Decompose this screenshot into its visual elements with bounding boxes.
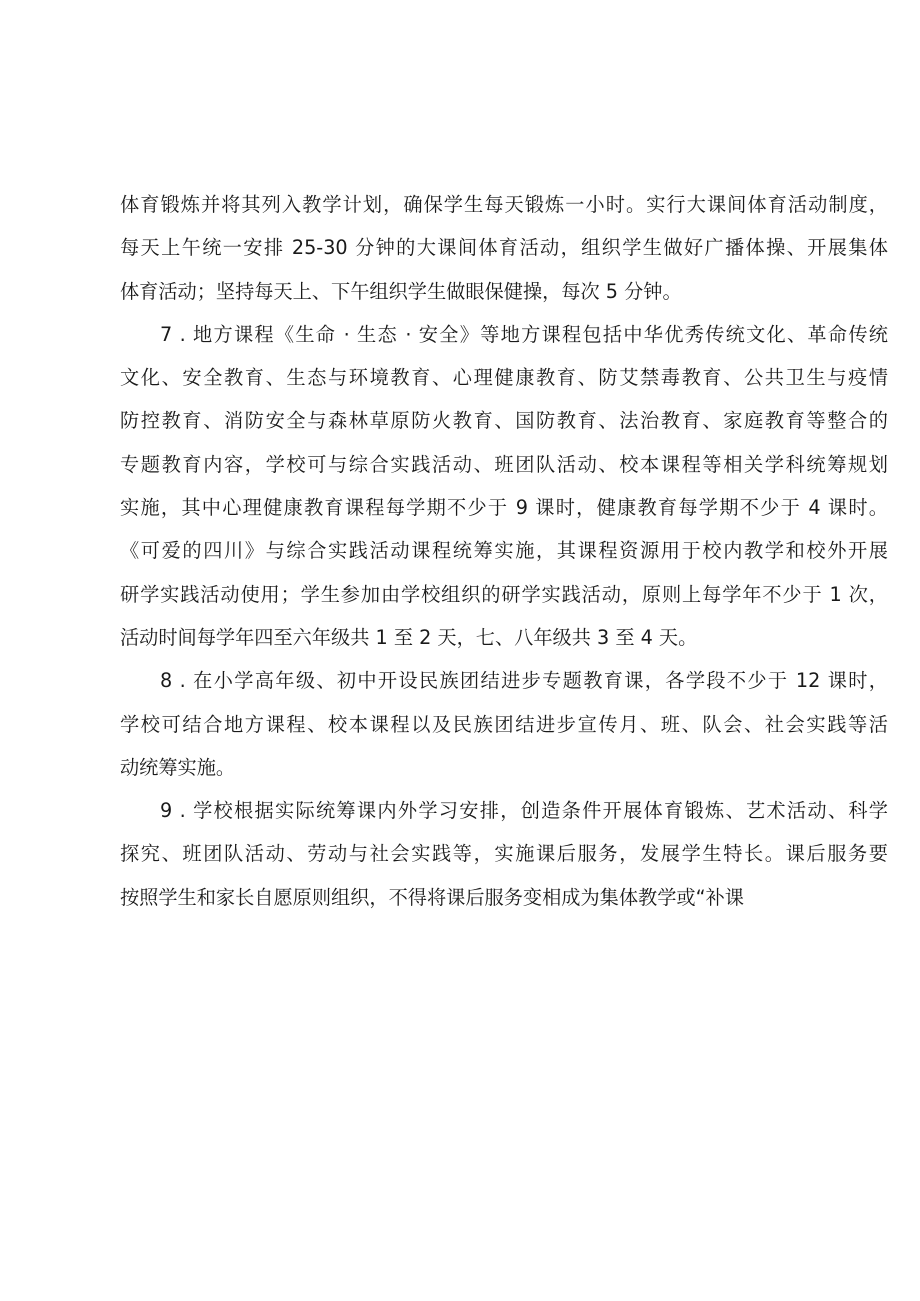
document-body — [120, 183, 888, 919]
text-line: 文化、安全教育、生态与环境教育、心理健康教育、防艾禁毒教育、公共卫生与疫情 — [120, 366, 888, 390]
text-line: 动统筹实施。 — [120, 755, 236, 779]
text-line: 研学实践活动使用；学生参加由学校组织的研学实践活动，原则上每学年不少于 1 次， — [120, 582, 888, 606]
text-line: 活动时间每学年四至六年级共 1 至 2 天，七、八年级共 3 至 4 天。 — [120, 625, 698, 649]
text-line: 按照学生和家长自愿原则组织，不得将课后服务变相成为集体教学或“补课 — [120, 885, 744, 909]
text-line: 7 . 地方课程《生命 · 生态 · 安全》等地方课程包括中华优秀传统文化、革命传统 — [160, 322, 888, 346]
text-line: 9 . 学校根据实际统筹课内外学习安排，创造条件开展体育锻炼、艺术活动、科学 — [160, 799, 888, 823]
text-line: 《可爱的四川》与综合实践活动课程统筹实施，其课程资源用于校内教学和校外开展 — [120, 539, 888, 563]
text-line: 探究、班团队活动、劳动与社会实践等，实施课后服务，发展学生特长。课后服务要 — [120, 842, 888, 866]
text-line: 体育活动；坚持每天上、下午组织学生做眼保健操，每次 5 分钟。 — [120, 279, 682, 303]
text-line: 体育锻炼并将其列入教学计划，确保学生每天锻炼一小时。实行大课间体育活动制度， — [120, 193, 888, 216]
text-line: 实施，其中心理健康教育课程每学期不少于 9 课时，健康教育每学期不少于 4 课时。 — [120, 496, 888, 520]
text-line: 8 . 在小学高年级、初中开设民族团结进步专题教育课，各学段不少于 12 课时， — [160, 669, 888, 693]
text-line: 学校可结合地方课程、校本课程以及民族团结进步宣传月、班、队会、社会实践等活 — [120, 712, 888, 736]
text-line: 每天上午统一安排 25-30 分钟的大课间体育活动，组织学生做好广播体操、开展集体 — [120, 236, 888, 260]
text-line: 防控教育、消防安全与森林草原防火教育、国防教育、法治教育、家庭教育等整合的 — [120, 409, 888, 433]
text-line: 专题教育内容，学校可与综合实践活动、班团队活动、校本课程等相关学科统筹规划 — [120, 452, 888, 476]
